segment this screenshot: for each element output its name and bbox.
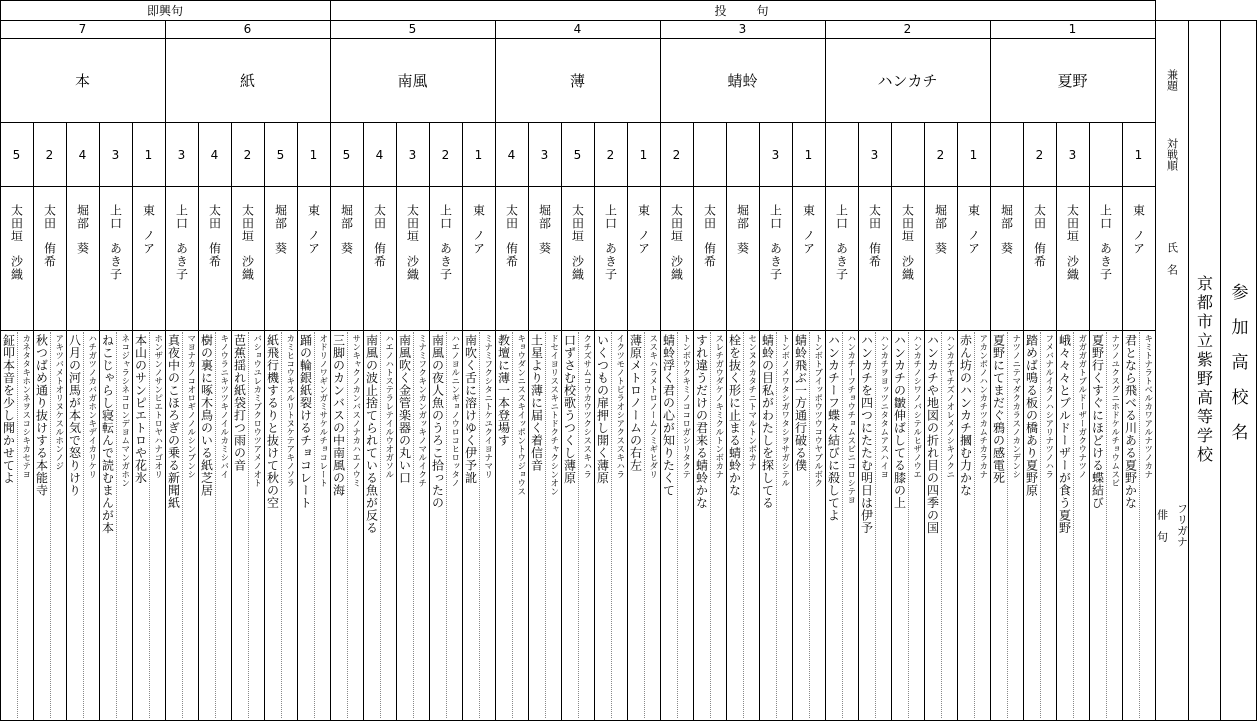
entry-name: 上口 あき子 — [174, 204, 189, 281]
entry-haiku: ハンカチを四つにたたむ明日は伊予 — [859, 334, 874, 534]
group-theme: ハンカチ — [877, 72, 938, 90]
label-order: 対戦順 — [1165, 137, 1179, 171]
entry-furigana: イクツモノトビラオシアクススキハラ — [614, 334, 625, 479]
entry-haiku: 踊の輪銀紙裂けるチョコレート — [298, 334, 313, 509]
entry-furigana: ミナミフクシタニトケユクイヨナマリ — [482, 334, 493, 479]
entry-name: 堀部 葵 — [933, 204, 948, 255]
group-number: 6 — [243, 22, 252, 36]
entry-furigana: ハンカチノシワノバシテルヒザノウエ — [911, 334, 922, 479]
entry-order: 1 — [474, 148, 483, 162]
entry-furigana: スレチガウダケノキミクルトンボカナ — [713, 334, 724, 479]
entry-furigana: カミヒコウキスルリトヌケテアキノソラ — [284, 334, 295, 487]
entry-order: 5 — [12, 148, 21, 162]
entry-name: 東 ノア — [966, 204, 981, 255]
entry-haiku: ねこじゃらし寝転んで読むまんが本 — [100, 334, 115, 534]
entry-name: 太田 侑希 — [504, 204, 519, 268]
entry-haiku: 口ずさむ校歌うつくし薄原 — [562, 334, 577, 484]
entry-haiku: 峨々々々とブルドーザーが食う夏野 — [1057, 334, 1072, 534]
entry-order: 1 — [804, 148, 813, 162]
entry-order: 2 — [606, 148, 615, 162]
entry-haiku: ハンカチーフ蝶々結びに殺してよ — [826, 334, 841, 522]
entry-name: 東 ノア — [636, 204, 651, 255]
entry-name: 太田 侑希 — [42, 204, 57, 268]
group-theme: 薄 — [569, 72, 585, 90]
entry-name: 上口 あき子 — [768, 204, 783, 281]
entry-furigana: ハンカチヲヨッツニタタムアスハイヨ — [878, 334, 889, 479]
entry-name: 太田垣 沙織 — [1065, 204, 1080, 281]
entry-furigana: サンキャクノカンバスノナカハエノウミ — [350, 334, 361, 487]
entry-haiku: 南風の波止捨てられている魚が反る — [364, 334, 379, 534]
entry-furigana: キョウダンニススキイッポントウジョウス — [515, 334, 526, 496]
entry-haiku: 赤ん坊のハンカチ摑む力かな — [958, 334, 973, 497]
entry-furigana: トンボノメワタシガワタシヲサガシテル — [779, 334, 790, 487]
entry-furigana: ホンザンノサンピエトロヤハナゴオリ — [152, 334, 163, 479]
header-toku: 投 句 — [714, 4, 771, 18]
entry-order: 1 — [309, 148, 318, 162]
entry-order: 2 — [45, 148, 54, 162]
entry-furigana: ドセイヨリススキニトドクチャクシンオン — [548, 334, 559, 496]
entry-name: 太田 侑希 — [867, 204, 882, 268]
label-haiku: 俳 句 — [1155, 508, 1169, 542]
entry-haiku: 三脚のカンバスの中南風の海 — [331, 334, 346, 497]
entry-order: 3 — [1068, 148, 1077, 162]
entry-order: 3 — [111, 148, 120, 162]
entry-furigana: ガガガガトブルドーザーガクウナツノ — [1076, 334, 1087, 479]
entry-haiku: 教壇に薄一本登場す — [496, 334, 511, 447]
entry-name: 堀部 葵 — [735, 204, 750, 255]
entry-furigana: ハンカチヤチズノオレメノシキノクニ — [944, 334, 955, 479]
entry-order: 5 — [573, 148, 582, 162]
group-number: 4 — [573, 22, 582, 36]
entry-haiku: 踏めば鳴る板の橋あり夏野原 — [1024, 334, 1039, 497]
entry-haiku: 鉦叩本音を少し聞かせてよ — [1, 334, 16, 484]
entry-name: 太田 侑希 — [372, 204, 387, 268]
entry-haiku: 蜻蛉飛ぶ一方通行破る僕 — [793, 334, 808, 472]
entry-order: 3 — [771, 148, 780, 162]
entry-name: 東 ノア — [471, 204, 486, 255]
school-name: 京都市立紫野高等学校 — [1194, 275, 1214, 465]
entry-haiku: 樹の裏に啄木鳥のいる紙芝居 — [199, 334, 214, 497]
entry-name: 上口 あき子 — [438, 204, 453, 281]
group-theme: 夏野 — [1057, 72, 1088, 90]
entry-name: 東 ノア — [141, 204, 156, 255]
entry-furigana: クチズサムコウカウツクシススキハラ — [581, 334, 592, 479]
entry-name: 堀部 葵 — [339, 204, 354, 255]
label-name: 氏 名 — [1165, 241, 1179, 275]
entry-furigana: ミナミフクキンカンガッキノマルイクチ — [416, 334, 427, 487]
entry-haiku: 紙飛行機するりと抜けて秋の空 — [265, 334, 280, 509]
entry-name: 堀部 葵 — [999, 204, 1014, 255]
label-furigana: フリガナ — [1175, 503, 1189, 547]
entry-furigana: キノウラニキツツキノイルカミシバイ — [218, 334, 229, 479]
entry-furigana: マヨナカノコオロギノノルシンブンシ — [185, 334, 196, 479]
entry-haiku: 蜻蛉浮く君の心が知りたくて — [661, 334, 676, 497]
entry-order: 3 — [177, 148, 186, 162]
entry-order: 4 — [78, 148, 87, 162]
title-participating-school: 参加高校名 — [1227, 282, 1248, 458]
entry-haiku: 栓を抜く形に止まる蜻蛉かな — [727, 334, 742, 497]
entry-order: 4 — [375, 148, 384, 162]
header-sokkyo: 即興句 — [146, 4, 183, 18]
group-number: 1 — [1068, 22, 1077, 36]
group-theme: 本 — [74, 72, 90, 90]
entry-order: 1 — [1134, 148, 1143, 162]
entry-furigana: アキツバメトオリヌケスルホンノジ — [53, 334, 64, 470]
entry-name: 東 ノア — [306, 204, 321, 255]
entry-name: 上口 あき子 — [834, 204, 849, 281]
group-number: 5 — [408, 22, 417, 36]
entry-furigana: ネコジャラシネコロンデヨムマンガホン — [119, 334, 130, 487]
entry-haiku: 芭蕉揺れ紙袋打つ雨の音 — [232, 334, 247, 472]
entry-name: 太田 侑希 — [207, 204, 222, 268]
entry-haiku: 八月の河馬が本気で怒りけり — [67, 334, 82, 497]
entry-haiku: 真夜中のこほろぎの乗る新聞紙 — [166, 334, 181, 509]
entry-furigana: ハチガツノカバガホンキデイカリケリ — [86, 334, 97, 479]
label-haiku-cell — [1155, 330, 1188, 720]
entry-haiku: 蜻蛉の目私がわたしを探してる — [760, 334, 775, 509]
label-kendai: 兼題 — [1165, 69, 1179, 91]
group-theme: 紙 — [239, 72, 255, 90]
group-number: 2 — [903, 22, 912, 36]
entry-order: 2 — [1035, 148, 1044, 162]
group-number: 7 — [78, 22, 87, 36]
entry-name: 堀部 葵 — [273, 204, 288, 255]
entry-haiku: いくつもの扉押し開く薄原 — [595, 334, 610, 484]
entry-furigana: ハエノヨルニンギョノウロコヒロッタノ — [449, 334, 460, 487]
entry-furigana: バショウユレカミブクロウツアメノオト — [251, 334, 262, 487]
entry-name: 上口 あき子 — [603, 204, 618, 281]
entry-order: 5 — [342, 148, 351, 162]
entry-haiku: ハンカチの皺伸ばしてる膝の上 — [892, 334, 907, 509]
entry-order: 1 — [639, 148, 648, 162]
entry-haiku: すれ違うだけの君来る蜻蛉かな — [694, 334, 709, 509]
entry-furigana: トンボトブイッポウツウコウヤブルボク — [812, 334, 823, 487]
entry-name: 太田垣 沙織 — [240, 204, 255, 281]
entry-furigana: カネタタキホンネヲスコシキカセテヨ — [20, 334, 31, 479]
entry-haiku: 君となら飛べる川ある夏野かな — [1123, 334, 1138, 509]
entry-order: 3 — [408, 148, 417, 162]
entry-haiku: 土星より薄に届く着信音 — [529, 334, 544, 472]
entry-haiku: 本山のサンピエトロや花氷 — [133, 334, 148, 484]
entry-furigana: オドリノワギンガミサケルチョコレート — [317, 334, 328, 487]
entry-name: 太田垣 沙織 — [669, 204, 684, 281]
entry-furigana: トンボウクキミノココロガシリタクテ — [680, 334, 691, 479]
entry-order: 2 — [441, 148, 450, 162]
entry-name: 堀部 葵 — [537, 204, 552, 255]
group-number: 3 — [738, 22, 747, 36]
entry-name: 太田垣 沙織 — [900, 204, 915, 281]
entry-haiku: 薄原メトロノームの右左 — [628, 334, 643, 472]
entry-haiku: 夏野にてまだぐ鴉の感電死 — [991, 334, 1006, 484]
entry-furigana: ハエノハトステラレテイルウオガソル — [383, 334, 394, 479]
entry-furigana: ハンカチーフチョウチョムスビニコロシテヨ — [845, 334, 856, 504]
entry-furigana: ナツノユクスグニホドケルチョウムスビ — [1109, 334, 1120, 487]
entry-name: 太田垣 沙織 — [405, 204, 420, 281]
entry-furigana: キミトナラトベルカワアルナツノカナ — [1142, 334, 1153, 479]
entry-furigana: ナツノニテマダクカラスノカンデンシ — [1010, 334, 1021, 479]
entry-order: 2 — [672, 148, 681, 162]
entry-order: 2 — [243, 148, 252, 162]
entry-haiku: ハンカチや地図の折れ目の四季の国 — [925, 334, 940, 534]
entry-haiku: 南吹く舌に溶けゆく伊予訛 — [463, 334, 478, 484]
entry-furigana: センヌクカタチニトマルトンボカナ — [746, 334, 757, 470]
entry-order: 1 — [969, 148, 978, 162]
entry-furigana: アカンボノハンカチツカムチカラカナ — [977, 334, 988, 479]
entry-order: 3 — [870, 148, 879, 162]
entry-name: 東 ノア — [1131, 204, 1146, 255]
group-theme: 南風 — [397, 72, 428, 90]
entry-order: 5 — [276, 148, 285, 162]
entry-name: 上口 あき子 — [108, 204, 123, 281]
entry-name: 太田 侑希 — [1032, 204, 1047, 268]
entry-haiku: 南風の夜人魚のうろこ拾ったの — [430, 334, 445, 509]
entry-haiku: 夏野行くすぐにほどける蝶結び — [1090, 334, 1105, 509]
entry-order: 4 — [507, 148, 516, 162]
entry-order: 3 — [540, 148, 549, 162]
entry-order: 2 — [936, 148, 945, 162]
entry-order: 1 — [144, 148, 153, 162]
entry-name: 太田 侑希 — [702, 204, 717, 268]
entry-name: 東 ノア — [801, 204, 816, 255]
entry-haiku: 南風吹く金管楽器の丸い口 — [397, 334, 412, 484]
group-theme: 蜻蛉 — [727, 72, 758, 90]
entry-name: 太田垣 沙織 — [9, 204, 24, 281]
entry-name: 堀部 葵 — [75, 204, 90, 255]
entry-name: 太田垣 沙織 — [570, 204, 585, 281]
entry-order: 4 — [210, 148, 219, 162]
entry-haiku: 秋つばめ通り抜けする本能寺 — [34, 334, 49, 497]
entry-furigana: フメバナルイタノハシアリナツノハラ — [1043, 334, 1054, 479]
entry-furigana: ススキハラメトロノームノミギヒダリ — [647, 334, 658, 479]
entry-name: 上口 あき子 — [1098, 204, 1113, 281]
